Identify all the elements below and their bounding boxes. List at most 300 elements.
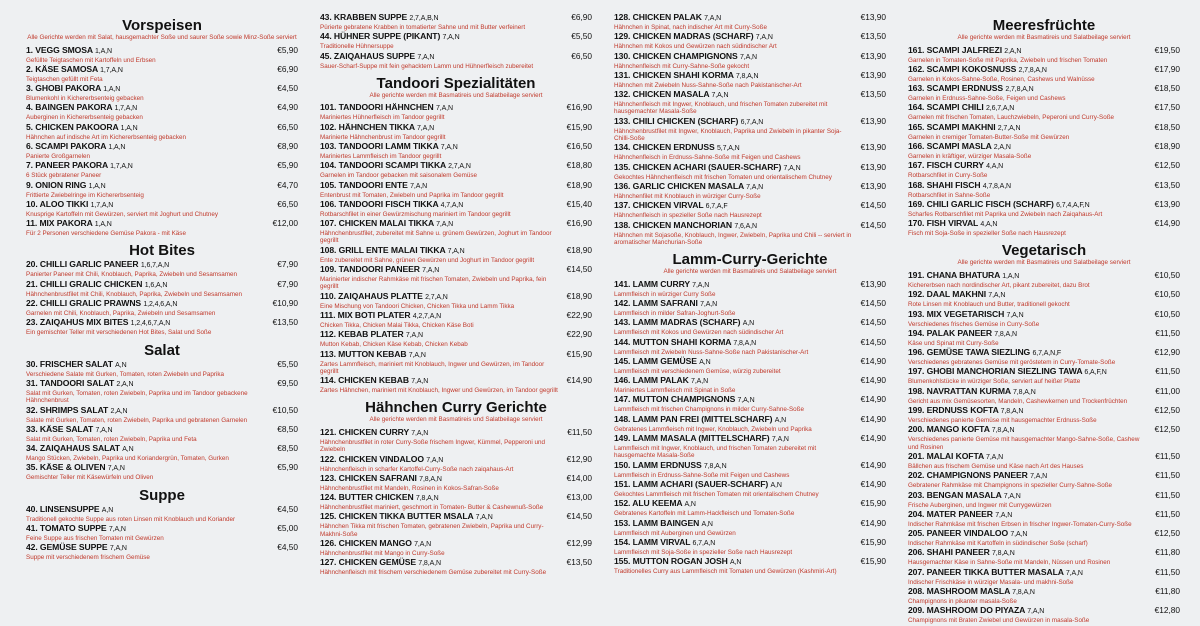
menu-item-info	[908, 528, 1149, 547]
menu-item-title	[614, 394, 855, 406]
item-price: €15,40	[566, 198, 592, 209]
menu-item-info	[908, 83, 1149, 102]
item-name: 165. SCAMPI MAKHNI	[908, 121, 996, 132]
allergen-codes: 2,A,N	[110, 407, 128, 415]
menu-item-info	[320, 349, 561, 376]
menu-item-title	[614, 31, 855, 43]
menu-item-info	[908, 586, 1149, 605]
item-description: Gericht aus mix Gemüsesorten, Mandeln, Cashewkernen und Trockenfrüchten	[908, 397, 1128, 405]
item-description: Lammfleisch mit Soja-Soße in spezieller Soße nach Hausrezept	[614, 548, 793, 556]
item-description: Hähnchenbrustfilet mariniert, geschmort in Tomaten- Butter & Cashewnuß-Soße	[320, 504, 544, 512]
item-name: 33. KÄSE SALAT	[26, 423, 94, 434]
item-name: 206. SHAHI PANEER	[908, 547, 990, 558]
item-price: €10,50	[1154, 308, 1180, 319]
item-price: €15,90	[566, 121, 592, 132]
section-title: Hot Bites	[129, 242, 195, 260]
menu-item-info	[26, 102, 271, 121]
item-name: 167. FISCH CURRY	[908, 160, 984, 171]
menu-item-title	[320, 264, 561, 276]
allergen-codes: 7,A,N	[704, 15, 722, 22]
menu-item-info	[26, 359, 271, 378]
menu-item	[26, 122, 298, 141]
section-title: Hähnchen Curry Gerichte	[365, 399, 547, 417]
item-name: 151. LAMM ACHARI (SAUER-SCHARF)	[614, 478, 769, 489]
item-name: 202. CHAMPIGNONS PANEER	[908, 470, 1028, 481]
item-price: €11,80	[1155, 586, 1180, 597]
item-price: €12,50	[1154, 405, 1180, 416]
item-price: €13,50	[566, 557, 592, 568]
menu-item-title	[320, 557, 561, 569]
item-price: €11,50	[1155, 566, 1180, 577]
menu-item-title	[614, 116, 855, 128]
item-price: €17,50	[1154, 102, 1180, 113]
menu-section	[320, 12, 592, 70]
item-description: Indischer Rahmkäse mit frischen Erbsen in frischer Ingwer-Tomaten-Curry-Soße	[908, 520, 1132, 528]
menu-item-title	[320, 141, 561, 153]
menu-item-info	[614, 181, 855, 200]
item-name: 40. LINSENSUPPE	[26, 503, 100, 514]
item-description: Mariniertes Lammfleisch mit Spinat in Soße	[614, 387, 736, 395]
item-price: €14,50	[566, 264, 592, 275]
item-description: Garnelen mit Chili, Knoblauch, Paprika, Zwiebeln und Sesamsamen	[26, 310, 216, 318]
item-description: Gebratener Rahmkäse mit Champignons in spezieller Curry-Sahne-Soße	[908, 482, 1113, 490]
menu-item-info	[614, 337, 855, 356]
menu-item-info	[908, 289, 1149, 308]
item-price: €7,90	[277, 278, 298, 289]
menu-item	[320, 329, 592, 348]
item-name: 198. NAVRATTAN KURMA	[908, 385, 1011, 396]
menu-item	[908, 289, 1180, 308]
menu-item-title	[26, 462, 271, 474]
item-description: Gebratenes Lammfleisch mit Ingwer, Knoblauch, Zwiebeln und Paprika	[614, 425, 812, 433]
item-name: 102. HÄHNCHEN TIKKA	[320, 121, 415, 132]
allergen-codes: 4,7,A,N	[440, 201, 464, 209]
menu-item-title	[320, 427, 561, 439]
menu-item-title	[320, 218, 561, 230]
allergen-codes: 2,7,A,N	[425, 293, 448, 301]
allergen-codes: 6,A,F,N	[1084, 369, 1107, 377]
menu-item-title	[26, 259, 271, 271]
allergen-codes: 2,7,A,B,N	[409, 15, 439, 22]
menu-item-info	[614, 375, 855, 394]
allergen-codes: 7,A,N	[1006, 311, 1024, 319]
item-description: Panierte Großgarnelen	[26, 152, 91, 160]
menu-item-info	[908, 366, 1149, 385]
item-description: Ein gemischter Teller mit verschiedenen Hot Bites, Salat und Soße	[26, 329, 212, 337]
menu-item	[908, 64, 1180, 83]
item-price: €14,50	[860, 317, 886, 328]
section-subtitle: Alle gerichte werden mit Basmatireis und Salatbeilage serviert	[663, 268, 837, 276]
item-name: 153. LAMM BAINGEN	[614, 517, 700, 528]
item-price: €6,90	[571, 12, 592, 22]
allergen-codes: 7,8,A,N	[1012, 589, 1035, 597]
menu-item	[614, 162, 886, 181]
item-description: Traditionelle Hühnersuppe	[320, 43, 394, 51]
item-price: €4,50	[277, 542, 298, 553]
item-name: 196. GEMÜSE TAWA SIEZLING	[908, 347, 1031, 358]
item-name: 193. MIX VEGETARISCH	[908, 308, 1005, 319]
allergen-codes: 7,A,N	[410, 182, 428, 190]
allergen-codes: 1,7,A,N	[114, 105, 138, 113]
menu-item	[614, 317, 886, 336]
item-name: 142. LAMM SAFRANI	[614, 297, 698, 308]
item-price: €14,90	[860, 433, 886, 444]
menu-item	[614, 51, 886, 70]
item-description: Eine Mischung von Tandoori Chicken, Chicken Tikka und Lamm Tikka	[320, 302, 515, 310]
allergen-codes: 2,7,A,N	[448, 163, 471, 171]
item-name: 7. PANEER PAKORA	[26, 160, 108, 171]
menu-item-title	[26, 298, 267, 310]
menu-item	[614, 375, 886, 394]
allergen-codes: 1,2,4,6,A,N	[143, 301, 178, 309]
item-name: 132. CHICKEN MASALA	[614, 89, 710, 100]
menu-item	[908, 270, 1180, 289]
item-name: 30. FRISCHER SALAT	[26, 358, 113, 369]
menu-item-title	[908, 328, 1149, 340]
item-price: €6,50	[571, 50, 592, 61]
menu-item-info	[320, 264, 561, 291]
item-description: Ente zubereitet mit Sahne, grünen Gewürzen und Joghurt im Tandoor gegrillt	[320, 256, 535, 264]
allergen-codes: 7,A,N	[1003, 492, 1021, 500]
item-description: Marinierte Hähnchenbrust im Tandoor gegrillt	[320, 133, 446, 141]
allergen-codes: 7,A,N	[411, 378, 429, 386]
allergen-codes: 2,A,N	[1004, 47, 1022, 55]
menu-item-info	[320, 122, 561, 141]
allergen-codes: 7,A,N	[475, 514, 493, 522]
item-description: Hähnchen Tikka mit frischen Tomaten, gebratenen Zwiebeln, Paprika und Curry-Makhni-Soße	[320, 523, 544, 538]
item-description: Auberginen in Kichererbsenteig gebacken	[26, 114, 143, 122]
menu-item-info	[908, 451, 1149, 470]
item-description: Salate mit Gurken, Tomaten, roten Zwiebeln, Paprika und gebratenen Garnelen	[26, 416, 248, 424]
menu-item-info	[320, 218, 561, 245]
item-name: 123. CHICKEN SAFRANI	[320, 472, 417, 483]
allergen-codes: 7,A,N	[109, 545, 127, 553]
allergen-codes: 7,A,N	[408, 351, 426, 359]
item-price: €13,90	[860, 115, 886, 126]
item-price: €13,90	[860, 278, 886, 289]
menu-item-info	[614, 116, 855, 143]
item-name: 122. CHICKEN VINDALOO	[320, 453, 424, 464]
menu-item	[908, 490, 1180, 509]
menu-item-info	[908, 270, 1149, 289]
item-description: Hähnchenfilet mit Knoblauch in würziger Curry-Soße	[614, 192, 761, 200]
item-description: Rotbarschfilet in Sahne-Soße	[908, 191, 991, 199]
allergen-codes: 2,6,7,A,N	[985, 105, 1015, 113]
item-name: 130. CHICKEN CHAMPIGNONS	[614, 50, 738, 61]
menu-item	[320, 473, 592, 492]
item-price: €11,50	[1155, 470, 1180, 481]
allergen-codes: 7,A,N	[783, 164, 801, 172]
item-description: 6 Stück gebratener Paneer	[26, 172, 102, 180]
menu-item	[320, 492, 592, 511]
menu-item	[908, 141, 1180, 160]
menu-item	[908, 83, 1180, 102]
item-description: Garnelen in kräftiger, würziger Masala-Soße	[908, 152, 1032, 160]
item-name: 41. TOMATO SUPPE	[26, 523, 107, 534]
item-description: Entenbrust mit Tomaten, Zwiebeln und Paprika im Tandoor gegrillt	[320, 191, 504, 199]
item-name: 5. CHICKEN PAKOORA	[26, 121, 119, 132]
menu-item-info	[320, 427, 561, 454]
menu-item-info	[614, 279, 855, 298]
menu-item	[908, 547, 1180, 566]
menu-item-title	[320, 511, 561, 523]
menu-item-info	[320, 492, 561, 511]
menu-item-info	[614, 479, 855, 498]
menu-item-title	[26, 405, 267, 417]
item-description: Scharfes Rotbarschfilet mit Paprika und Zwiebeln nach Zaiqahaus-Art	[908, 210, 1103, 218]
allergen-codes: 7,A,N	[422, 267, 440, 275]
allergen-codes: 6,7,A,N	[740, 118, 764, 126]
allergen-codes: 1,7,A,N	[110, 163, 133, 171]
menu-item	[908, 528, 1180, 547]
item-description: Indischer Frischkäse in würziger Masala- und makhni-Soße	[908, 578, 1074, 586]
item-name: 121. CHICKEN CURRY	[320, 426, 409, 437]
item-name: 23. ZAIQAHUS MIX BITES	[26, 317, 129, 328]
item-price: €14,90	[860, 459, 886, 470]
allergen-codes: 7,A,N	[108, 526, 126, 534]
menu-section	[320, 400, 592, 576]
menu-item	[908, 180, 1180, 199]
section-subtitle: Alle gerichte werden mit Basmatireis und Salatbeilage serviert	[369, 91, 543, 99]
allergen-codes: 7,A,N	[435, 105, 453, 113]
menu-item-info	[614, 498, 855, 517]
menu-section	[908, 18, 1180, 237]
menu-item-info	[908, 547, 1149, 566]
item-price: €13,90	[860, 50, 886, 61]
item-name: 163. SCAMPI ERDNUSS	[908, 83, 1004, 94]
menu-item-info	[26, 424, 271, 443]
item-price: €11,80	[1155, 547, 1180, 558]
menu-section	[26, 343, 298, 482]
menu-item-title	[26, 542, 271, 554]
menu-item	[614, 460, 886, 479]
menu-item-info	[614, 414, 855, 433]
item-description: Hähnchen mit Sojasoße, Knoblauch, Ingwer, Zwiebeln, Paprika und Chili -- serviert in aromatischer Manchurian-Soße	[614, 231, 852, 246]
menu-item-info	[614, 537, 855, 556]
menu-item-info	[614, 460, 855, 479]
item-description: Verschiedenes panierte Gemüse mit hausgemachter Mango-Sahne-Soße, Cashew und Rosinen	[908, 436, 1140, 451]
menu-item-title	[908, 528, 1149, 540]
allergen-codes: 7,8,A,N	[992, 550, 1015, 558]
menu-item-info	[614, 317, 855, 336]
section-title: Tandoori Spezialitäten	[376, 74, 536, 92]
allergen-codes: 7,A,N	[107, 465, 125, 473]
allergen-codes: 7,A,N	[986, 453, 1004, 461]
menu-item-title	[320, 51, 565, 63]
menu-item-info	[908, 122, 1149, 141]
menu-item	[614, 479, 886, 498]
item-price: €16,90	[566, 102, 592, 113]
item-description: Lammfleisch mit Ingwer, Knoblauch, und frischen Tomaten zubereitet mit hausgemachte Masala-Soße	[614, 445, 817, 460]
allergen-codes: 7,A,N	[746, 183, 764, 191]
item-description: Panierter Paneer mit Chili, Knoblauch, Paprika, Zwiebeln und Sesamsamen	[26, 271, 238, 279]
item-name: 6. SCAMPI PAKORA	[26, 140, 107, 151]
item-name: 1. VEGG SMOSA	[26, 44, 93, 55]
menu-item-title	[614, 181, 855, 193]
item-name: 204. MATER PANEER	[908, 508, 993, 519]
menu-item	[26, 279, 298, 298]
allergen-codes: 7,8,A,N	[418, 560, 441, 568]
item-name: 152. ALU KEEMA	[614, 498, 683, 509]
menu-item-title	[614, 200, 855, 212]
menu-item	[908, 328, 1180, 347]
menu-section	[26, 243, 298, 336]
allergen-codes: A,N	[701, 520, 713, 528]
menu-item-title	[320, 454, 561, 466]
menu-item	[614, 181, 886, 200]
item-price: €14,90	[860, 394, 886, 405]
item-description: Garnelen mit frischen Tomaten, Lauchzwiebeln, Peperoni und Curry-Soße	[908, 114, 1115, 122]
menu-item	[26, 443, 298, 462]
item-description: Verschiedenes frisches Gemüse in Curry-Soße	[908, 320, 1040, 328]
menu-section	[614, 252, 886, 575]
menu-item	[320, 375, 592, 394]
item-description: Lammfleisch mit frischen Champignons in milder Curry-Sahne-Soße	[614, 406, 805, 414]
item-name: 141. LAMM CURRY	[614, 278, 690, 289]
item-price: €14,90	[860, 355, 886, 366]
menu-item-info	[26, 45, 271, 64]
menu-item-title	[614, 537, 855, 549]
allergen-codes: 7,8,A,N	[415, 495, 439, 503]
menu-item	[320, 102, 592, 121]
menu-item-info	[26, 83, 271, 102]
menu-item-title	[614, 70, 855, 82]
item-name: 10. ALOO TIKKI	[26, 198, 89, 209]
item-description: Gemischter Teller mit Käsewürfeln und Oliven	[26, 474, 154, 482]
menu-item-info	[908, 160, 1149, 179]
menu-item	[26, 45, 298, 64]
menu-item	[320, 310, 592, 329]
item-name: 192. DAAL MAKHNI	[908, 289, 986, 300]
menu-column	[600, 12, 894, 626]
menu-item-title	[614, 51, 855, 63]
item-name: 168. SHAHI FISCH	[908, 179, 981, 190]
menu-item-info	[26, 180, 271, 199]
item-description: Hähnchenbrustfilet mit Chili, Knoblauch, Paprika, Zwiebeln und Sesamsamen	[26, 290, 242, 298]
item-price: €14,90	[860, 375, 886, 386]
menu-item-info	[908, 490, 1149, 509]
menu-item-title	[614, 433, 855, 445]
allergen-codes: 7,A,N	[1030, 473, 1048, 481]
menu-item-title	[908, 586, 1149, 598]
allergen-codes: 6,7,A,F	[705, 203, 728, 211]
allergen-codes: A,N	[729, 559, 742, 567]
menu-item	[614, 31, 886, 50]
menu-item	[908, 605, 1180, 624]
item-name: 32. SHRIMPS SALAT	[26, 404, 109, 415]
menu-item-info	[908, 405, 1149, 424]
item-name: 154. LAMM VIRVAL	[614, 536, 691, 547]
menu-item-title	[908, 102, 1149, 114]
menu-item-title	[614, 498, 855, 510]
item-price: €15,90	[860, 536, 886, 547]
allergen-codes: 1,6,7,A,N	[140, 262, 170, 270]
item-name: 207. PANEER TIKKA BUTTER MASALA	[908, 566, 1064, 577]
item-name: 191. CHANA BHATURA	[908, 269, 1000, 280]
item-price: €22,90	[566, 309, 592, 320]
item-price: €5,50	[571, 31, 592, 42]
menu-item	[908, 309, 1180, 328]
section-subtitle: Alle gerichte werden mit Basmatireis und Salatbeilage serviert	[957, 34, 1131, 41]
menu-item-title	[908, 366, 1149, 378]
menu-item-title	[614, 12, 855, 24]
item-name: 134. CHICKEN ERDNUSS	[614, 142, 715, 153]
item-description: Chicken Tikka, Chicken Malai Tikka, Chicken Käse Boti	[320, 321, 474, 329]
item-name: 110. ZAIQAHAUS PLATTE	[320, 290, 423, 301]
item-price: €17,90	[1154, 63, 1180, 74]
item-description: Hähnchenbrustfilet mit Mango in Curry-Soße	[320, 550, 445, 558]
menu-item-info	[320, 141, 561, 160]
menu-item-title	[320, 310, 561, 322]
allergen-codes: 1,A,N	[108, 143, 126, 151]
item-name: 148. LAMM PAN FREI (MITTELSCHARF)	[614, 413, 773, 424]
item-price: €8,50	[277, 423, 298, 434]
menu-item	[908, 160, 1180, 179]
item-description: Hähnchenfleisch in scharfer Kartoffel-Curry-Soße nach zaiqahaus-Art	[320, 465, 514, 473]
menu-item-title	[26, 443, 271, 455]
item-name: 133. CHILI CHICKEN (SCHARF)	[614, 115, 739, 126]
menu-item	[320, 199, 592, 218]
item-name: 4. BAINGEN PAKORA	[26, 102, 113, 113]
item-description: Pürierte gebratene Krabben in tomatierter Sahne und mit Butter verfeinert	[320, 24, 526, 31]
section-subtitle: Alle gerichte werden mit Basmatireis und Salatbeilage serviert	[957, 259, 1131, 267]
allergen-codes: A,N	[122, 446, 134, 454]
menu-item-title	[908, 451, 1149, 463]
item-name: 124. BUTTER CHICKEN	[320, 492, 414, 503]
item-price: €12,50	[1154, 424, 1180, 435]
item-name: 137. CHICKEN VIRVAL	[614, 200, 704, 211]
menu-item	[908, 424, 1180, 451]
menu-item	[320, 141, 592, 160]
menu-item-info	[26, 259, 271, 278]
allergen-codes: 7,A,N	[447, 247, 465, 255]
menu-item-title	[614, 279, 855, 291]
menu-item-title	[908, 64, 1149, 76]
menu-item-info	[26, 462, 271, 481]
allergen-codes: 7,A,N	[95, 426, 113, 434]
allergen-codes: 1,A,N	[88, 182, 106, 190]
item-price: €11,50	[1155, 489, 1180, 500]
menu-item	[26, 405, 298, 424]
menu-item-info	[908, 567, 1149, 586]
menu-item-info	[908, 386, 1149, 405]
menu-item-info	[26, 443, 271, 462]
menu-item	[26, 218, 298, 237]
menu-item-info	[320, 291, 561, 310]
allergen-codes: 7,A,N	[739, 53, 757, 61]
allergen-codes: 7,A,N	[417, 124, 435, 132]
allergen-codes: 4,A,N	[980, 221, 998, 229]
item-name: 144. MUTTON SHAHI KORMA	[614, 336, 732, 347]
allergen-codes: 6,7,A,N	[692, 539, 716, 547]
allergen-codes: 7,A,N	[995, 511, 1013, 519]
menu-item-title	[908, 141, 1149, 153]
menu-item-title	[614, 518, 855, 530]
item-name: 108. GRILL ENTE MALAI TIKKA	[320, 244, 446, 255]
menu-item-title	[908, 289, 1149, 301]
menu-item-title	[614, 556, 855, 568]
menu-item	[320, 427, 592, 454]
menu-item	[26, 424, 298, 443]
item-description: Lammfleisch in Erdnuss-Sahne-Soße mit Feigen und Cashews	[614, 471, 790, 479]
menu-item-title	[320, 12, 565, 24]
menu-item	[26, 141, 298, 160]
menu-item-title	[26, 45, 271, 57]
item-name: 208. MASHROOM MASLA	[908, 586, 1010, 597]
section-title: Vegetarisch	[1001, 242, 1087, 260]
allergen-codes: 1,A,N	[120, 124, 138, 132]
item-name: 11. MIX PAKORA	[26, 218, 93, 229]
